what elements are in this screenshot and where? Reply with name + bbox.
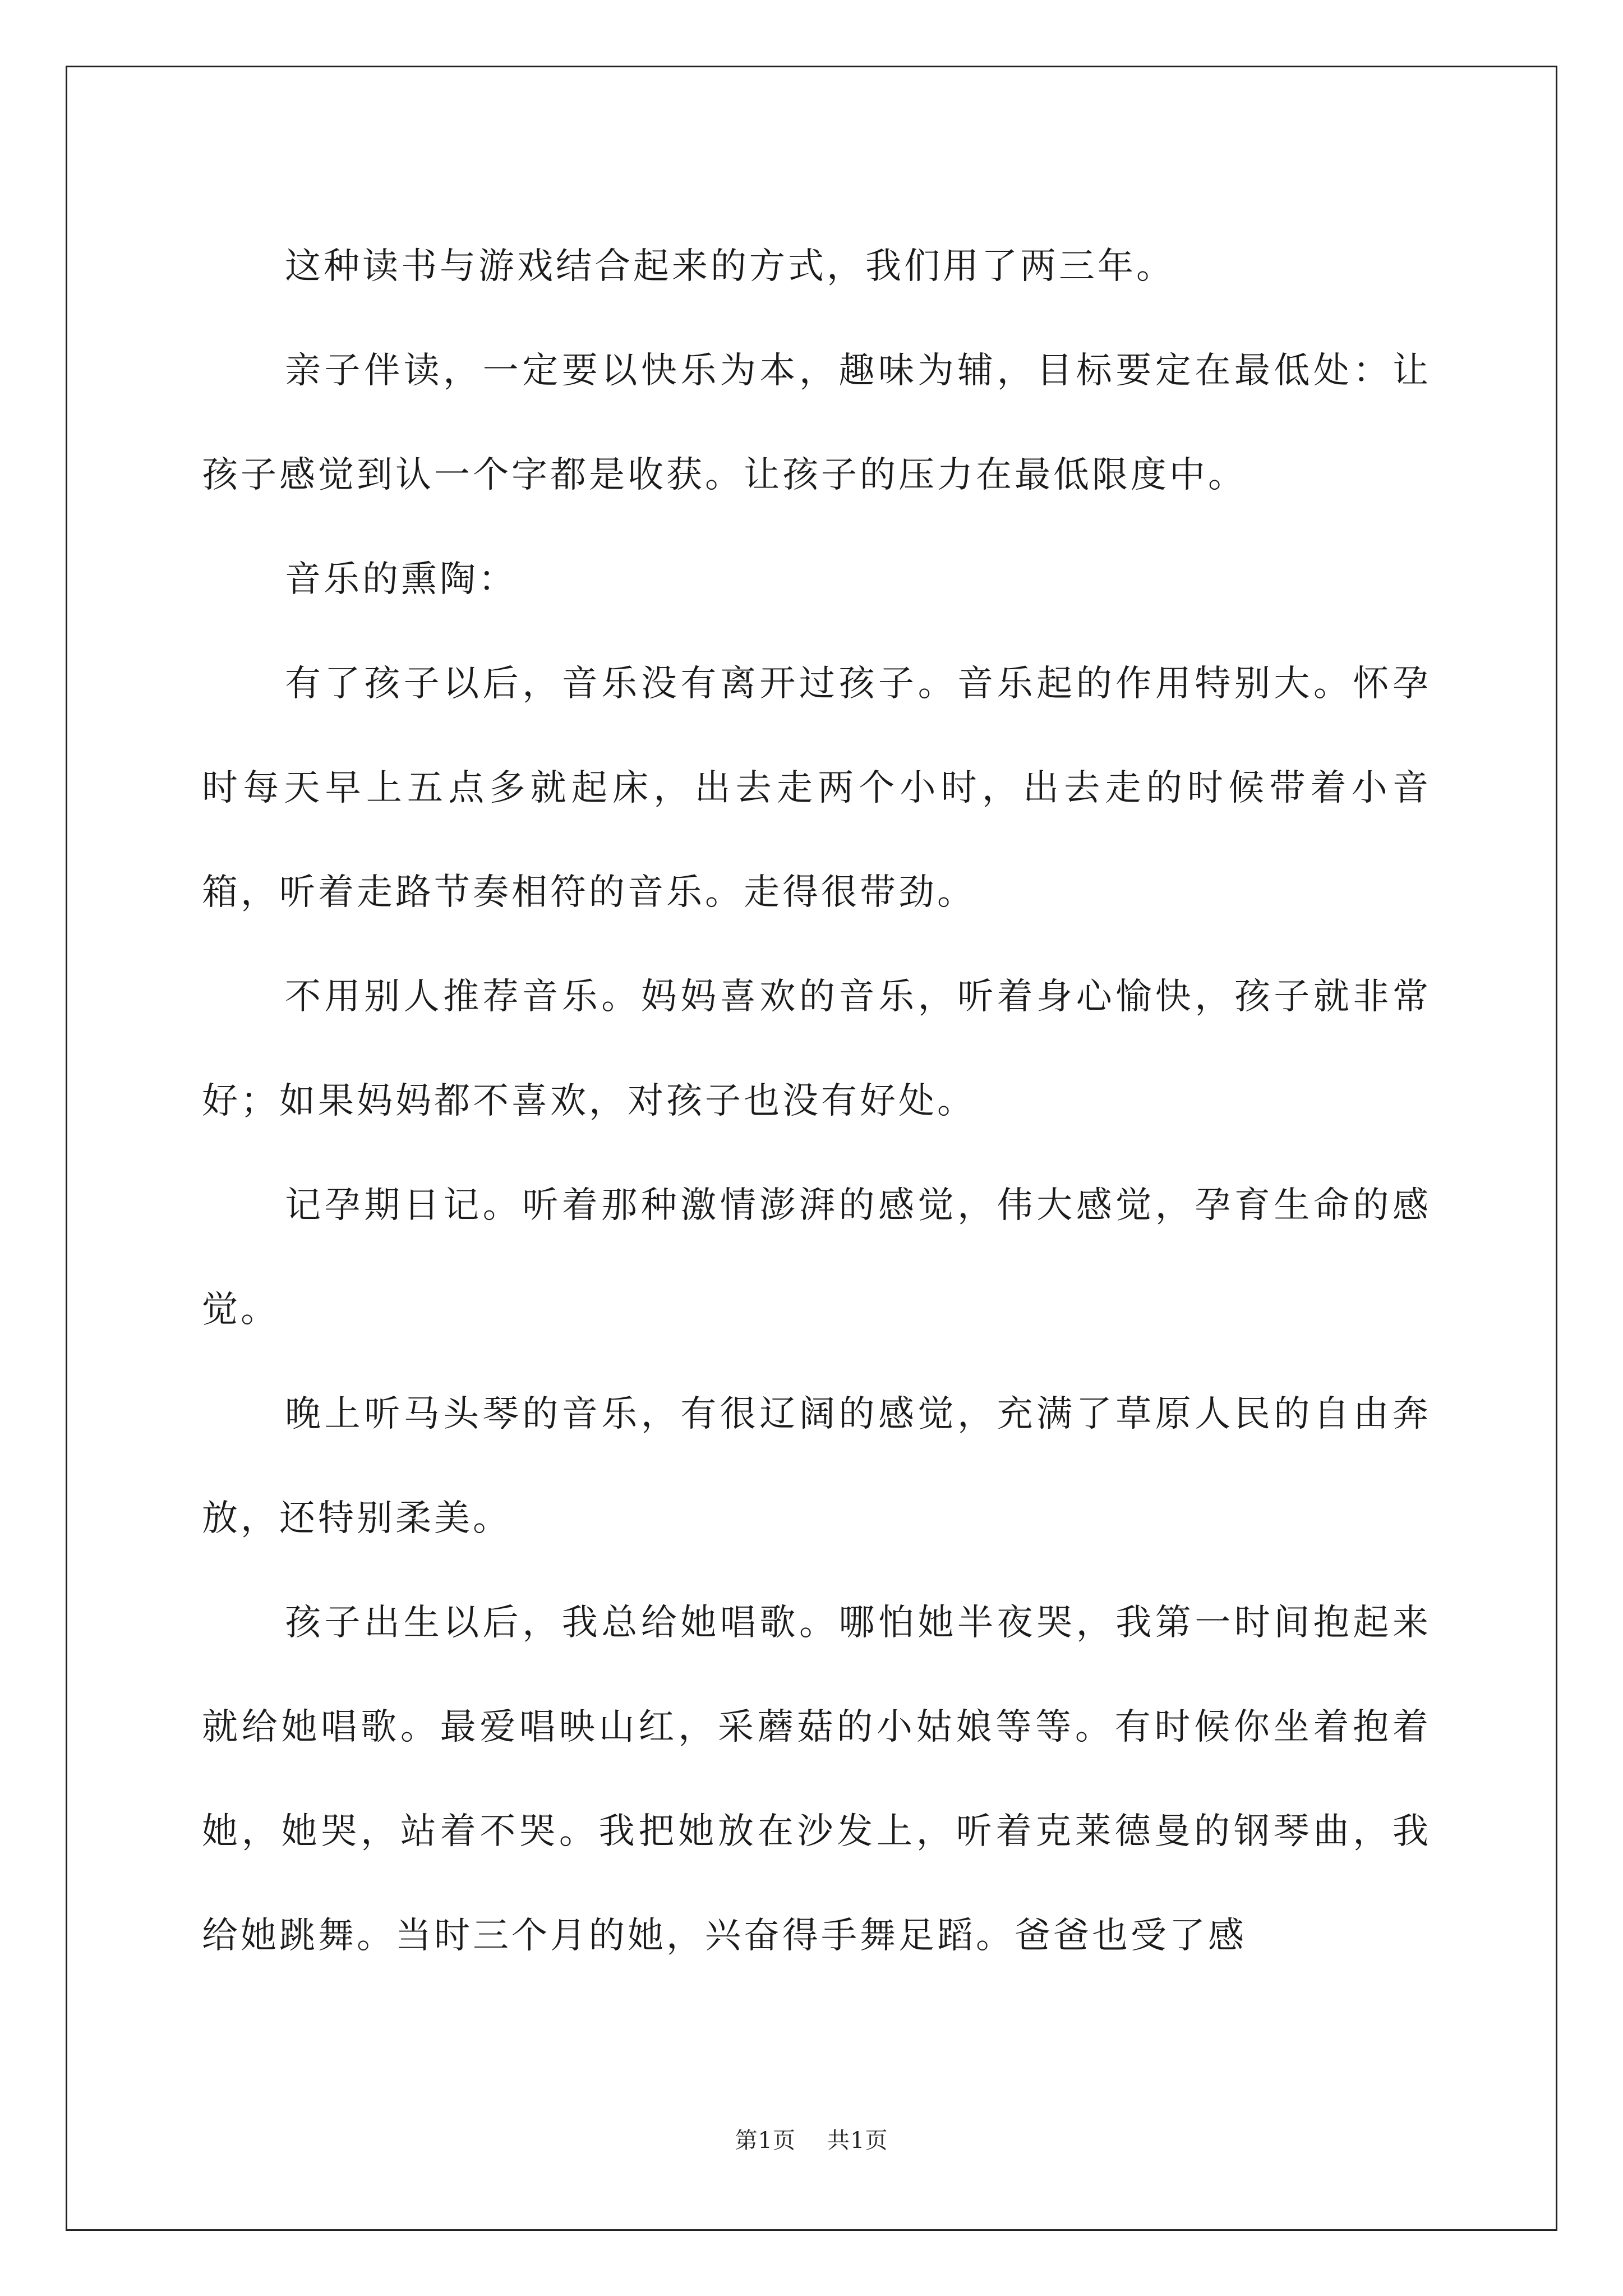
paragraph: 晚上听马头琴的音乐，有很辽阔的感觉，充满了草原人民的自由奔放，还特别柔美。 <box>202 1393 1431 1539</box>
paragraph: 亲子伴读，一定要以快乐为本，趣味为辅，目标要定在最低处：让孩子感觉到认一个字都是收获。让孩子的压力在最低限度中。 <box>202 350 1431 496</box>
paragraph: 孩子出生以后，我总给她唱歌。哪怕她半夜哭，我第一时间抱起来就给她唱歌。最爱唱映山红，采蘑菇的小姑娘等等。有时候你坐着抱着她，她哭，站着不哭。我把她放在沙发上，听着克莱德曼的钢琴曲，我给她跳舞。当时三个月的她，兴奋得手舞足蹈。爸爸也受了感 <box>202 1602 1431 1957</box>
document-body <box>202 214 1431 1988</box>
paragraph: 这种读书与游戏结合起来的方式，我们用了两三年。 <box>285 246 1175 287</box>
page-number-current: 第1页 <box>735 2128 796 2154</box>
page-number-total: 共1页 <box>827 2128 888 2154</box>
paragraph: 不用别人推荐音乐。妈妈喜欢的音乐，听着身心愉快，孩子就非常好；如果妈妈都不喜欢，对孩子也没有好处。 <box>202 976 1431 1122</box>
paragraph: 音乐的熏陶： <box>285 559 517 600</box>
paragraph: 有了孩子以后，音乐没有离开过孩子。音乐起的作用特别大。怀孕时每天早上五点多就起床，出去走两个小时，出去走的时候带着小音箱，听着走路节奏相符的音乐。走得很带劲。 <box>202 663 1431 913</box>
page-footer <box>0 2124 1623 2157</box>
paragraph: 记孕期日记。听着那种激情澎湃的感觉，伟大感觉，孕育生命的感觉。 <box>202 1185 1431 1331</box>
